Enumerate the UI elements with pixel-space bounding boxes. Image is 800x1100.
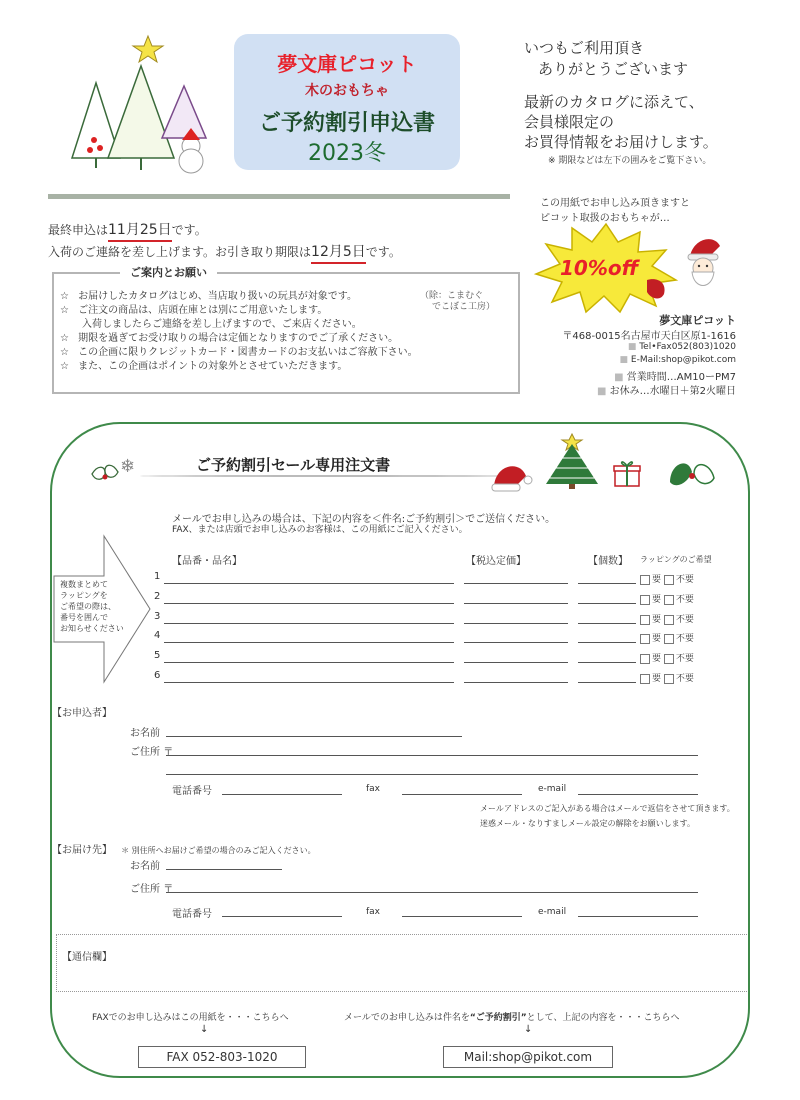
applicant-phone-label: 電話番号 bbox=[172, 786, 212, 797]
brand-name: 夢文庫ピコット bbox=[277, 52, 417, 76]
bullet-icon: ■ bbox=[614, 372, 627, 383]
shop-address: 〒468-0015名古屋市天白区原1-1616 bbox=[562, 331, 736, 342]
delivery-email-field[interactable] bbox=[578, 916, 698, 917]
wrap-no-label: 不要 bbox=[675, 615, 694, 625]
applicant-address-field[interactable] bbox=[166, 755, 698, 756]
row-number: 6 bbox=[154, 670, 161, 681]
santa-hat-icon bbox=[490, 458, 534, 496]
email-note-reply: メールアドレスのご記入がある場合はメールで返信をさせて頂きます。 bbox=[480, 804, 735, 813]
arrow-text-line: お知らせください bbox=[60, 624, 124, 633]
pickup-deadline-post: です。 bbox=[365, 245, 401, 259]
row-number: 5 bbox=[154, 650, 161, 661]
applicant-name-label: お名前 bbox=[130, 728, 160, 739]
item-name-field[interactable] bbox=[164, 583, 454, 584]
wrap-yes-checkbox[interactable] bbox=[640, 634, 650, 644]
arrow-text-line: 番号を囲んで bbox=[60, 613, 108, 622]
wrap-yes-checkbox[interactable] bbox=[640, 674, 650, 684]
applicant-fax-label: fax bbox=[366, 784, 381, 794]
wrap-no-checkbox[interactable] bbox=[664, 654, 674, 664]
wrap-options bbox=[640, 631, 694, 644]
notice-item-text: 期限を過ぎてお受け取りの場合は定価となりますのでご了承ください。 bbox=[78, 333, 399, 344]
fax-instruction: FAXでのお申し込みはこの用紙を・・・こちらへ bbox=[92, 1013, 289, 1023]
item-name-field[interactable] bbox=[164, 682, 454, 683]
applicant-heading: 【お申込者】 bbox=[52, 708, 112, 719]
wrap-no-label: 不要 bbox=[675, 674, 694, 684]
address-label-text: ご住所 bbox=[130, 747, 160, 758]
wrap-options bbox=[640, 651, 694, 664]
wrap-no-label: 不要 bbox=[675, 634, 694, 644]
mail-address-box: Mail:shop@pikot.com bbox=[443, 1046, 613, 1068]
fax-number-box: FAX 052-803-1020 bbox=[138, 1046, 306, 1068]
title-underline bbox=[140, 475, 520, 477]
intro-catalog bbox=[524, 92, 718, 152]
shop-hours-text: 営業時間…AM10ーPM7 bbox=[626, 372, 736, 383]
price-field[interactable] bbox=[464, 583, 568, 584]
message-area[interactable] bbox=[56, 934, 747, 992]
down-arrow-icon: ↓ bbox=[200, 1024, 209, 1035]
price-field[interactable] bbox=[464, 623, 568, 624]
mail-subject: “ご予約割引” bbox=[469, 1013, 527, 1023]
applicant-email-field[interactable] bbox=[578, 794, 698, 795]
col-header-qty: 【個数】 bbox=[588, 556, 628, 567]
gift-icon bbox=[612, 458, 642, 488]
holly-icon bbox=[90, 460, 120, 486]
notice-item-text: 入荷しましたらご連絡を差し上げますので、ご来店ください。 bbox=[82, 319, 362, 330]
notice-exclusion-line: でこぼこ工房） bbox=[432, 302, 496, 312]
pickup-deadline-date: 12月5日 bbox=[311, 244, 366, 264]
col-header-wrap: ラッピングのご希望 bbox=[640, 555, 712, 564]
wrap-yes-label: 要 bbox=[652, 595, 662, 605]
wrap-no-checkbox[interactable] bbox=[664, 634, 674, 644]
wrap-yes-label: 要 bbox=[652, 654, 662, 664]
price-field[interactable] bbox=[464, 603, 568, 604]
applicant-email-label: e-mail bbox=[538, 784, 567, 794]
notice-item bbox=[60, 332, 418, 346]
email-note-spam: 迷惑メール・なりすましメール設定の解除をお願いします。 bbox=[480, 819, 696, 828]
santa-icon bbox=[680, 232, 728, 296]
pickup-deadline bbox=[48, 241, 401, 261]
shop-holiday-text: お休み…水曜日＋第2火曜日 bbox=[609, 386, 736, 397]
quantity-field[interactable] bbox=[578, 682, 636, 683]
wrap-options bbox=[640, 612, 694, 625]
quantity-field[interactable] bbox=[578, 662, 636, 663]
star-icon: ☆ bbox=[60, 305, 73, 316]
address-label-text: ご住所 bbox=[130, 884, 160, 895]
notice-heading: ご案内とお願い bbox=[120, 264, 217, 280]
col-header-item: 【品番・品名】 bbox=[172, 556, 242, 567]
wrap-options bbox=[640, 671, 694, 684]
mail-instruction-post: として、上記の内容を・・・こちらへ bbox=[526, 1013, 680, 1023]
row-number: 4 bbox=[154, 630, 161, 641]
delivery-phone-field[interactable] bbox=[222, 916, 342, 917]
postal-mark: 〒 bbox=[163, 747, 174, 758]
bullet-icon: ■ bbox=[596, 386, 610, 397]
wrap-options bbox=[640, 572, 694, 585]
notice-exclusion-line: （除：こまむぐ bbox=[420, 291, 484, 301]
order-form-title: ご予約割引セール専用注文書 bbox=[196, 456, 391, 474]
wrap-yes-checkbox[interactable] bbox=[640, 575, 650, 585]
quantity-field[interactable] bbox=[578, 642, 636, 643]
wrap-yes-checkbox[interactable] bbox=[640, 595, 650, 605]
brand-subtitle: 木のおもちゃ bbox=[305, 83, 389, 99]
postal-mark: 〒 bbox=[163, 884, 174, 895]
shop-hours bbox=[560, 368, 736, 383]
wrap-no-checkbox[interactable] bbox=[664, 674, 674, 684]
apply-deadline-date: 11月25日 bbox=[108, 222, 172, 242]
shop-tel-text: Tel•Fax052(803)1020 bbox=[639, 342, 736, 352]
apply-deadline-post: です。 bbox=[171, 223, 207, 237]
notice-exclusion bbox=[420, 291, 495, 313]
quantity-field[interactable] bbox=[578, 583, 636, 584]
notice-list bbox=[60, 290, 418, 374]
wrap-no-checkbox[interactable] bbox=[664, 595, 674, 605]
delivery-note: ＊ 別住所へお届けご希望の場合のみご記入ください。 bbox=[121, 846, 316, 855]
star-icon: ☆ bbox=[60, 291, 73, 302]
delivery-heading: 【お届け先】 bbox=[52, 845, 112, 856]
bullet-icon: ■ bbox=[619, 355, 631, 365]
applicant-address-field-2[interactable] bbox=[166, 774, 698, 775]
down-arrow-icon: ↓ bbox=[524, 1024, 533, 1035]
promo-line: この用紙でお申し込み頂きますと bbox=[540, 198, 690, 209]
wrap-no-checkbox[interactable] bbox=[664, 615, 674, 625]
applicant-phone-field[interactable] bbox=[222, 794, 342, 795]
form-instruction-email: メールでお申し込みの場合は、下記の内容を＜件名:ご予約割引＞でご送信ください。 bbox=[172, 514, 556, 525]
arrow-text-line: ご希望の際は、 bbox=[60, 602, 116, 611]
row-number: 3 bbox=[154, 611, 161, 622]
item-name-field[interactable] bbox=[164, 623, 454, 624]
item-name-field[interactable] bbox=[164, 603, 454, 604]
intro-note: ※ 期限などは左下の囲みをご覧下さい。 bbox=[548, 156, 712, 166]
wrap-yes-checkbox[interactable] bbox=[640, 654, 650, 664]
quantity-field[interactable] bbox=[578, 623, 636, 624]
intro-line: 会員様限定の bbox=[524, 113, 615, 131]
wrap-yes-label: 要 bbox=[652, 634, 662, 644]
notice-item bbox=[60, 290, 418, 304]
delivery-name-field[interactable] bbox=[166, 869, 282, 870]
promo-line: ピコット取扱のおもちゃが… bbox=[540, 213, 670, 224]
arrow-text-line: ラッピングを bbox=[60, 591, 108, 600]
mail-instruction-pre: メールでのお申し込みは件名を bbox=[344, 1013, 470, 1023]
delivery-phone-label: 電話番号 bbox=[172, 909, 212, 920]
apply-deadline-pre: 最終申込は bbox=[48, 223, 109, 237]
row-number: 1 bbox=[154, 571, 161, 582]
star-icon: ☆ bbox=[60, 361, 73, 372]
price-field[interactable] bbox=[464, 682, 568, 683]
wrap-no-label: 不要 bbox=[675, 595, 694, 605]
wrap-yes-label: 要 bbox=[652, 615, 662, 625]
price-field[interactable] bbox=[464, 642, 568, 643]
apply-deadline bbox=[48, 219, 207, 239]
page-title: ご予約割引申込書 bbox=[258, 111, 435, 136]
intro-line: ありがとうございます bbox=[538, 60, 689, 78]
notice-item-text: また、この企画はポイントの対象外とさせていただきます。 bbox=[78, 361, 348, 372]
shop-email-text: E-Mail:shop@pikot.com bbox=[630, 355, 736, 365]
shop-holiday bbox=[560, 382, 736, 397]
bullet-icon: ■ bbox=[627, 342, 640, 352]
delivery-name-label: お名前 bbox=[130, 861, 160, 872]
season-year: 2023冬 bbox=[308, 141, 386, 166]
item-name-field[interactable] bbox=[164, 642, 454, 643]
snowflake-icon: ❄ bbox=[120, 456, 136, 477]
notice-item bbox=[60, 304, 418, 318]
quantity-field[interactable] bbox=[578, 603, 636, 604]
star-icon: ☆ bbox=[60, 333, 73, 344]
wrap-no-label: 不要 bbox=[675, 575, 694, 585]
notice-item bbox=[60, 360, 418, 374]
shop-email bbox=[560, 355, 736, 365]
row-number: 2 bbox=[154, 591, 161, 602]
wrap-no-label: 不要 bbox=[675, 654, 694, 664]
tree-icon bbox=[540, 428, 604, 490]
wrap-yes-label: 要 bbox=[652, 674, 662, 684]
pickup-deadline-pre: 入荷のご連絡を差し上げます。お引き取り期限は bbox=[48, 245, 312, 259]
intro-line: お買得情報をお届けします。 bbox=[524, 133, 718, 151]
shop-tel bbox=[560, 342, 736, 352]
delivery-email-label: e-mail bbox=[538, 907, 567, 917]
notice-item-text: お届けしたカタログはじめ、当店取り扱いの玩具が対象です。 bbox=[78, 291, 357, 302]
delivery-fax-label: fax bbox=[366, 907, 381, 917]
notice-item-text: この企画に限りクレジットカード・図書カードのお支払いはご容赦下さい。 bbox=[78, 347, 418, 358]
delivery-header bbox=[52, 838, 316, 857]
form-instruction-fax: FAX、または店頭でお申し込みのお客様は、この用紙にご記入ください。 bbox=[172, 525, 468, 535]
wrap-options bbox=[640, 592, 694, 605]
christmas-trees-illustration bbox=[66, 28, 216, 178]
delivery-fax-field[interactable] bbox=[402, 916, 522, 917]
wrapping-arrow-text bbox=[60, 579, 124, 634]
intro-greeting bbox=[524, 38, 688, 80]
wrap-no-checkbox[interactable] bbox=[664, 575, 674, 585]
applicant-name-field[interactable] bbox=[166, 736, 462, 737]
intro-line: 最新のカタログに添えて、 bbox=[524, 93, 704, 111]
discount-badge: 10%off bbox=[560, 256, 639, 280]
mail-instruction bbox=[344, 1010, 680, 1023]
notice-item-text: ご注文の商品は、店頭在庫とは別にご用意いたします。 bbox=[78, 305, 328, 316]
arrow-text-line: 複数まとめて bbox=[60, 580, 108, 589]
delivery-address-field[interactable] bbox=[166, 892, 698, 893]
item-name-field[interactable] bbox=[164, 662, 454, 663]
applicant-fax-field[interactable] bbox=[402, 794, 522, 795]
price-field[interactable] bbox=[464, 662, 568, 663]
col-header-price: 【税込定価】 bbox=[466, 556, 526, 567]
header-divider bbox=[48, 194, 510, 199]
holly-leaves-icon bbox=[666, 452, 718, 492]
notice-item bbox=[60, 346, 418, 360]
shop-name: 夢文庫ピコット bbox=[659, 314, 736, 327]
intro-line: いつもご利用頂き bbox=[524, 39, 645, 57]
message-label: 【通信欄】 bbox=[62, 952, 112, 963]
notice-item bbox=[60, 318, 418, 332]
star-icon: ☆ bbox=[60, 347, 73, 358]
wrap-yes-label: 要 bbox=[652, 575, 662, 585]
wrap-yes-checkbox[interactable] bbox=[640, 615, 650, 625]
